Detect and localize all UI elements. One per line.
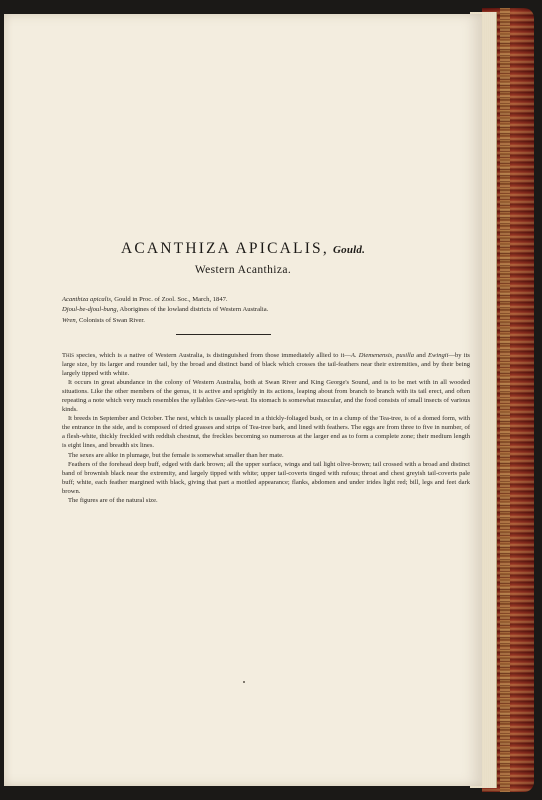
page-speck [243,681,245,683]
paragraph: The figures are of the natural size. [68,496,158,504]
section-divider [176,334,271,335]
page-title [4,240,482,258]
reference-line: Wren, Colonists of Swan River. [62,316,145,324]
synonym-references [62,295,442,326]
paragraph: It breeds in September and October. The nest, which is usually placed in a thickly-foliaged bush, or in a clump of the Tea-tree, is of a domed form, with the entrance in the side, and is composed of dried grasses and strips of Tea-tree bark, and lined with feathers. The eggs are from three to five in number, of a flesh-white, thickly freckled with reddish chestnut, the freckles becoming so numerous at the larger end as to form a complete zone; their medium length is eight lines, and breadth six lines. [62,415,470,450]
body-text [62,351,470,505]
species-name: ACANTHIZA APICALIS, [120,240,329,257]
book-page [4,14,482,786]
species-author: Gould. [332,244,366,256]
reference-line: Djoul-be-djoul-bung, Aborigines of the lowland districts of Western Australia. [62,306,269,314]
common-name: Western Acanthiza. [194,264,292,276]
paragraph: This species, which is a native of Western Australia, is distinguished from those immediately allied to it—A. Diemenensis, pusilla and Ewingii—by its large size, by its larger and rounder tail, by the broad and distinct band of black which crosses the tail-feathers near their extremities, and by their being largely tipped with white. [62,352,470,378]
paragraph: It occurs in great abundance in the colony of Western Australia, both at Swan River and King George's Sound, and is to be met with in all wooded situations. Like the other members of the genus, it is active and sprightly in its actions, leaping about from branch to branch with its tail erect, and often repeating a note which very much resembles the syllables Gee-wo-wut. Its stomach is somewhat muscular, and the food consists of small insects of various kinds. [62,379,471,414]
gilt-edge [500,8,510,792]
reference-line: Acanthiza apicalis, Gould in Proc. of Zool. Soc., March, 1847. [62,296,228,303]
paragraph: Feathers of the forehead deep buff, edged with dark brown; all the upper surface, wings and tail light olive-brown; tail crossed with a broad and distinct band of brownish black near the extremity, and largely tipped with white; upper tail-coverts tinged with rufous; throat and chest greyish tail-coverts pale buff; white, each feather margined with black, giving that part a mottled appearance; flanks, abdomen and under irides light red; bill, legs and feet dark brown. [62,460,470,495]
paragraph: The sexes are alike in plumage, but the female is somewhat smaller than her mate. [68,451,284,459]
